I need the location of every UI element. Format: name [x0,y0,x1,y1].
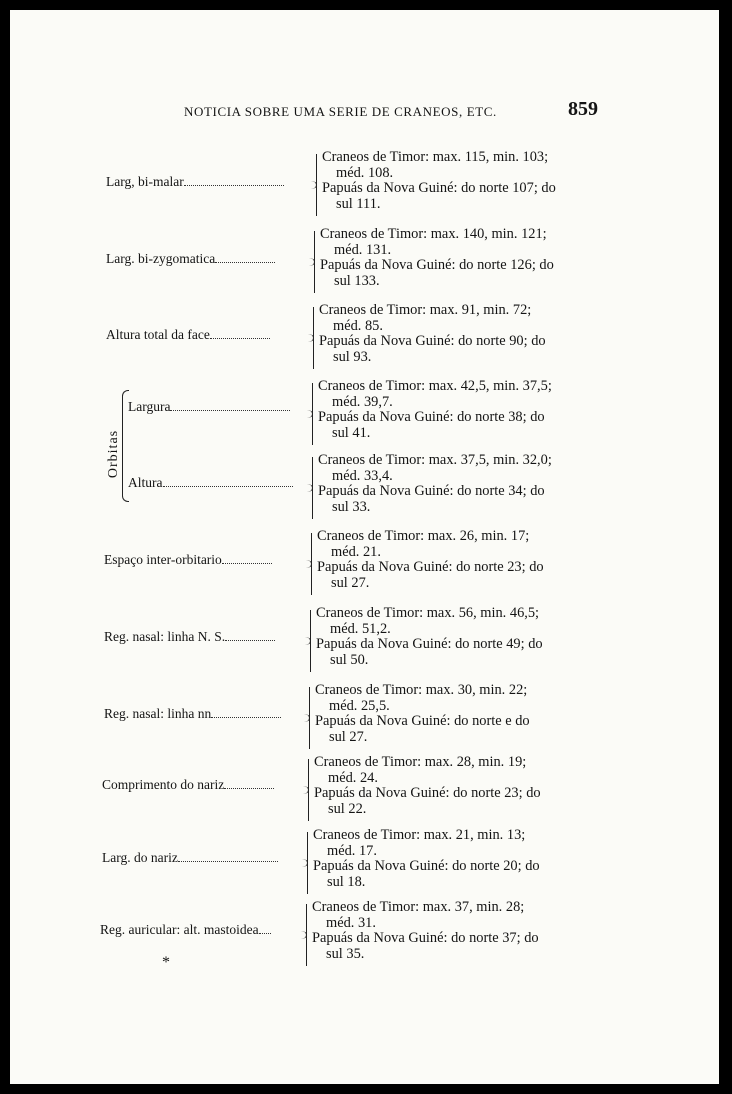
running-title: NOTICIA SOBRE UMA SERIE DE CRANEOS, ETC. [184,104,497,119]
brace [316,154,317,216]
measurement-values: Craneos de Timor: max. 37,5, min. 32,0; méd. 33,4. Papuás da Nova Guiné: do norte 34; do sul 33. [318,452,552,516]
brace [309,687,310,749]
brace [313,307,314,369]
measurement-values: Craneos de Timor: max. 28, min. 19; méd. 24. Papuás da Nova Guiné: do norte 23; do sul 22. [314,754,541,818]
brace [306,904,307,966]
measurement-values: Craneos de Timor: max. 21, min. 13; méd. 17. Papuás da Nova Guiné: do norte 20; do sul 18. [313,827,540,891]
footnote-asterisk: * [162,954,170,971]
measurement-values: Craneos de Timor: max. 115, min. 103; méd. 108. Papuás da Nova Guiné: do norte 107; do sul 111. [322,149,556,213]
brace [312,457,313,519]
brace [314,231,315,293]
brace [311,533,312,595]
measurement-label: Comprimento do nariz [102,777,306,793]
measurement-values: Craneos de Timor: max. 30, min. 22; méd. 25,5. Papuás da Nova Guiné: do norte e do sul 27. [315,682,530,746]
measurement-values: Craneos de Timor: max. 56, min. 46,5; méd. 51,2. Papuás da Nova Guiné: do norte 49; do sul 50. [316,605,543,669]
page-number: 859 [568,98,598,120]
measurement-label: Larg. bi-zygomatica [106,251,308,267]
measurement-label: Altura [128,475,308,491]
measurement-label: Reg. nasal: linha nn [104,706,308,722]
brace [310,610,311,672]
brace [312,383,313,445]
measurement-label: Larg, bi-malar [106,174,308,190]
measurement-values: Craneos de Timor: max. 91, min. 72; méd. 85. Papuás da Nova Guiné: do norte 90; do sul 93. [319,302,546,366]
page [10,10,719,1084]
measurement-values: Craneos de Timor: max. 37, min. 28; méd. 31. Papuás da Nova Guiné: do norte 37; do sul 35. [312,899,539,963]
measurement-label: Larg. do nariz [102,850,306,866]
measurement-values: Craneos de Timor: max. 26, min. 17; méd. 21. Papuás da Nova Guiné: do norte 23; do sul 27. [317,528,544,592]
measurement-label: Altura total da face [106,327,308,343]
measurement-values: Craneos de Timor: max. 140, min. 121; méd. 131. Papuás da Nova Guiné: do norte 126; do sul 133. [320,226,554,290]
measurement-label: Espaço inter-orbitario [104,552,308,568]
brace [307,832,308,894]
orbitas-label-text: Orbitas [106,429,121,479]
brace [308,759,309,821]
orbitas-group-label [102,414,126,494]
page-header [10,98,719,128]
measurement-label: Reg. nasal: linha N. S. [104,629,308,645]
measurement-values: Craneos de Timor: max. 42,5, min. 37,5; méd. 39,7. Papuás da Nova Guiné: do norte 38; do sul 41. [318,378,552,442]
measurement-label: Largura [128,399,308,415]
measurement-label: Reg. auricular: alt. mastoidea [100,922,306,938]
